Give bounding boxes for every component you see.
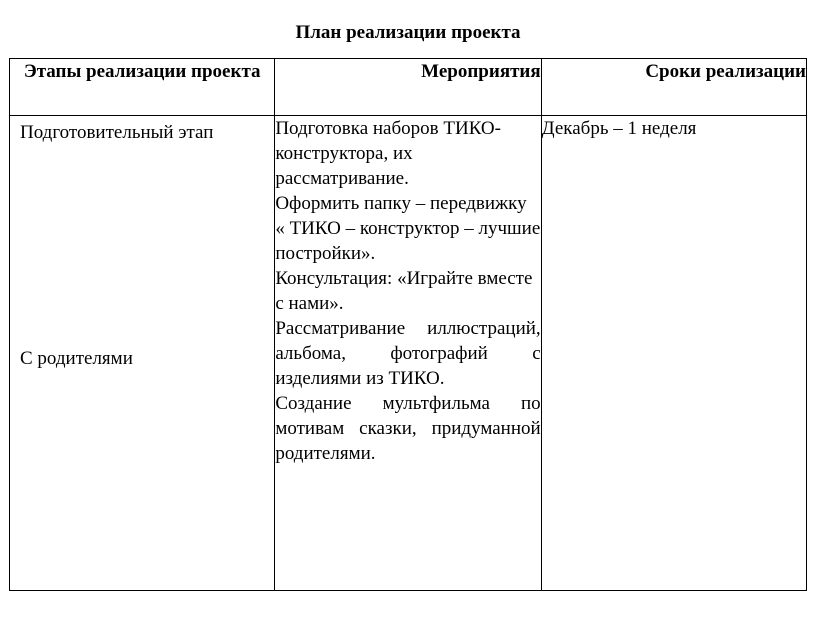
activity-item: Подготовка наборов ТИКО-конструктора, их рассматривание. [275, 118, 501, 189]
activity-item: Создание мультфильма по мотивам сказки, придуманной родителями. [275, 393, 541, 464]
project-plan-table [9, 58, 807, 591]
stage-preparatory: Подготовительный этап [20, 122, 214, 143]
activities-cell [275, 116, 541, 591]
stage-with-parents: С родителями [20, 348, 133, 369]
term-cell: Декабрь – 1 неделя [541, 116, 806, 591]
table-row [10, 116, 807, 591]
header-terms: Сроки реализации [541, 59, 806, 116]
document-title: План реализации проекта [295, 22, 521, 43]
activity-item: Рассматривание иллюстраций, альбома, фотографий с изделиями из ТИКО. [275, 318, 541, 389]
header-activities: Мероприятия [275, 59, 541, 116]
stages-cell [10, 116, 275, 591]
activity-item: Консультация: «Играйте вместе с нами». [275, 268, 533, 314]
activity-item: Оформить папку – передвижку « ТИКО – конструктор – лучшие постройки». [275, 193, 541, 264]
table-header-row [10, 59, 807, 116]
header-stages: Этапы реализации проекта [10, 59, 275, 116]
